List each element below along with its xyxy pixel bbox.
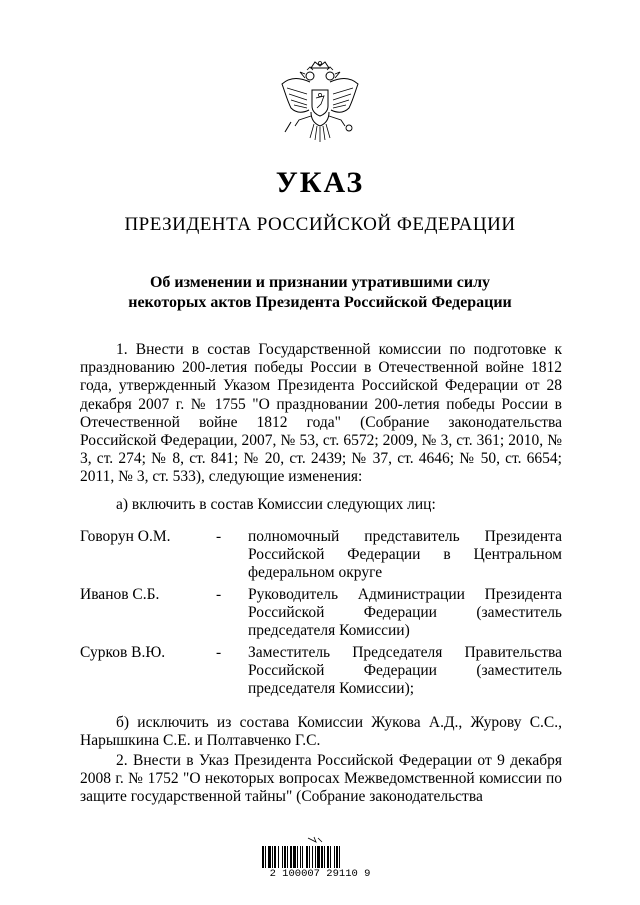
coat-of-arms-icon <box>277 60 363 150</box>
document-subtitle: ПРЕЗИДЕНТА РОССИЙСКОЙ ФЕДЕРАЦИИ <box>124 214 516 235</box>
member-dash: - <box>216 644 222 661</box>
decree-heading-line: некоторых актов Президента Российской Федерации <box>128 294 512 311</box>
member-name: Говорун О.М. <box>80 528 171 545</box>
paragraph-1b: б) исключить из состава Комиссии Жукова А.Д., Журову С.С., Нарышкина С.Е. и Полтавченко Г.С. <box>80 714 562 750</box>
paragraph-1a: а) включить в состав Комиссии следующих лиц: <box>116 496 436 513</box>
member-dash: - <box>216 528 222 545</box>
document-title: УКАЗ <box>275 166 365 199</box>
member-role: Заместитель Председателя Правительства Российской Федерации (заместитель председателя Комиссии); <box>248 644 562 698</box>
member-row <box>80 528 562 586</box>
barcode-number: 2 100007 29110 9 <box>269 868 371 880</box>
member-name: Сурков В.Ю. <box>80 644 166 661</box>
decree-heading-line: Об изменении и признании утратившими силу <box>149 274 491 291</box>
member-row <box>80 644 562 702</box>
decree-heading <box>0 273 640 313</box>
member-row <box>80 586 562 644</box>
member-role: полномочный представитель Президента Российской Федерации в Центральном федеральном округе <box>248 528 562 582</box>
members-list <box>80 528 562 702</box>
member-role: Руководитель Администрации Президента Российской Федерации (заместитель председателя Комиссии) <box>248 586 562 640</box>
member-name: Иванов С.Б. <box>80 586 160 603</box>
paragraph-2: 2. Внести в Указ Президента Российской Федерации от 9 декабря 2008 г. № 1752 "О некоторых вопросах Межведомственной комиссии по защите государственной тайны" (Собрание законодательства <box>80 752 562 806</box>
member-dash: - <box>216 586 222 603</box>
paragraph-1: 1. Внести в состав Государственной комиссии по подготовке к празднованию 200-летия победы России в Отечественной войне 1812 года, утвержденный Указом Президента Российской Федерации от 28 декабря 2007 г. № 1755 "О праздновании 200-летия победы России в Отечественной войне 1812 года" (Собрание законодательства Российской Федерации, 2007, № 53, ст. 6572; 2009, № 3, ст. 361; 2010, № 3, ст. 274; № 8, ст. 841; № 20, ст. 2439; № 37, ст. 4646; № 50, ст. 6654; 2011, № 3, ст. 533), следующие изменения: <box>80 341 562 486</box>
